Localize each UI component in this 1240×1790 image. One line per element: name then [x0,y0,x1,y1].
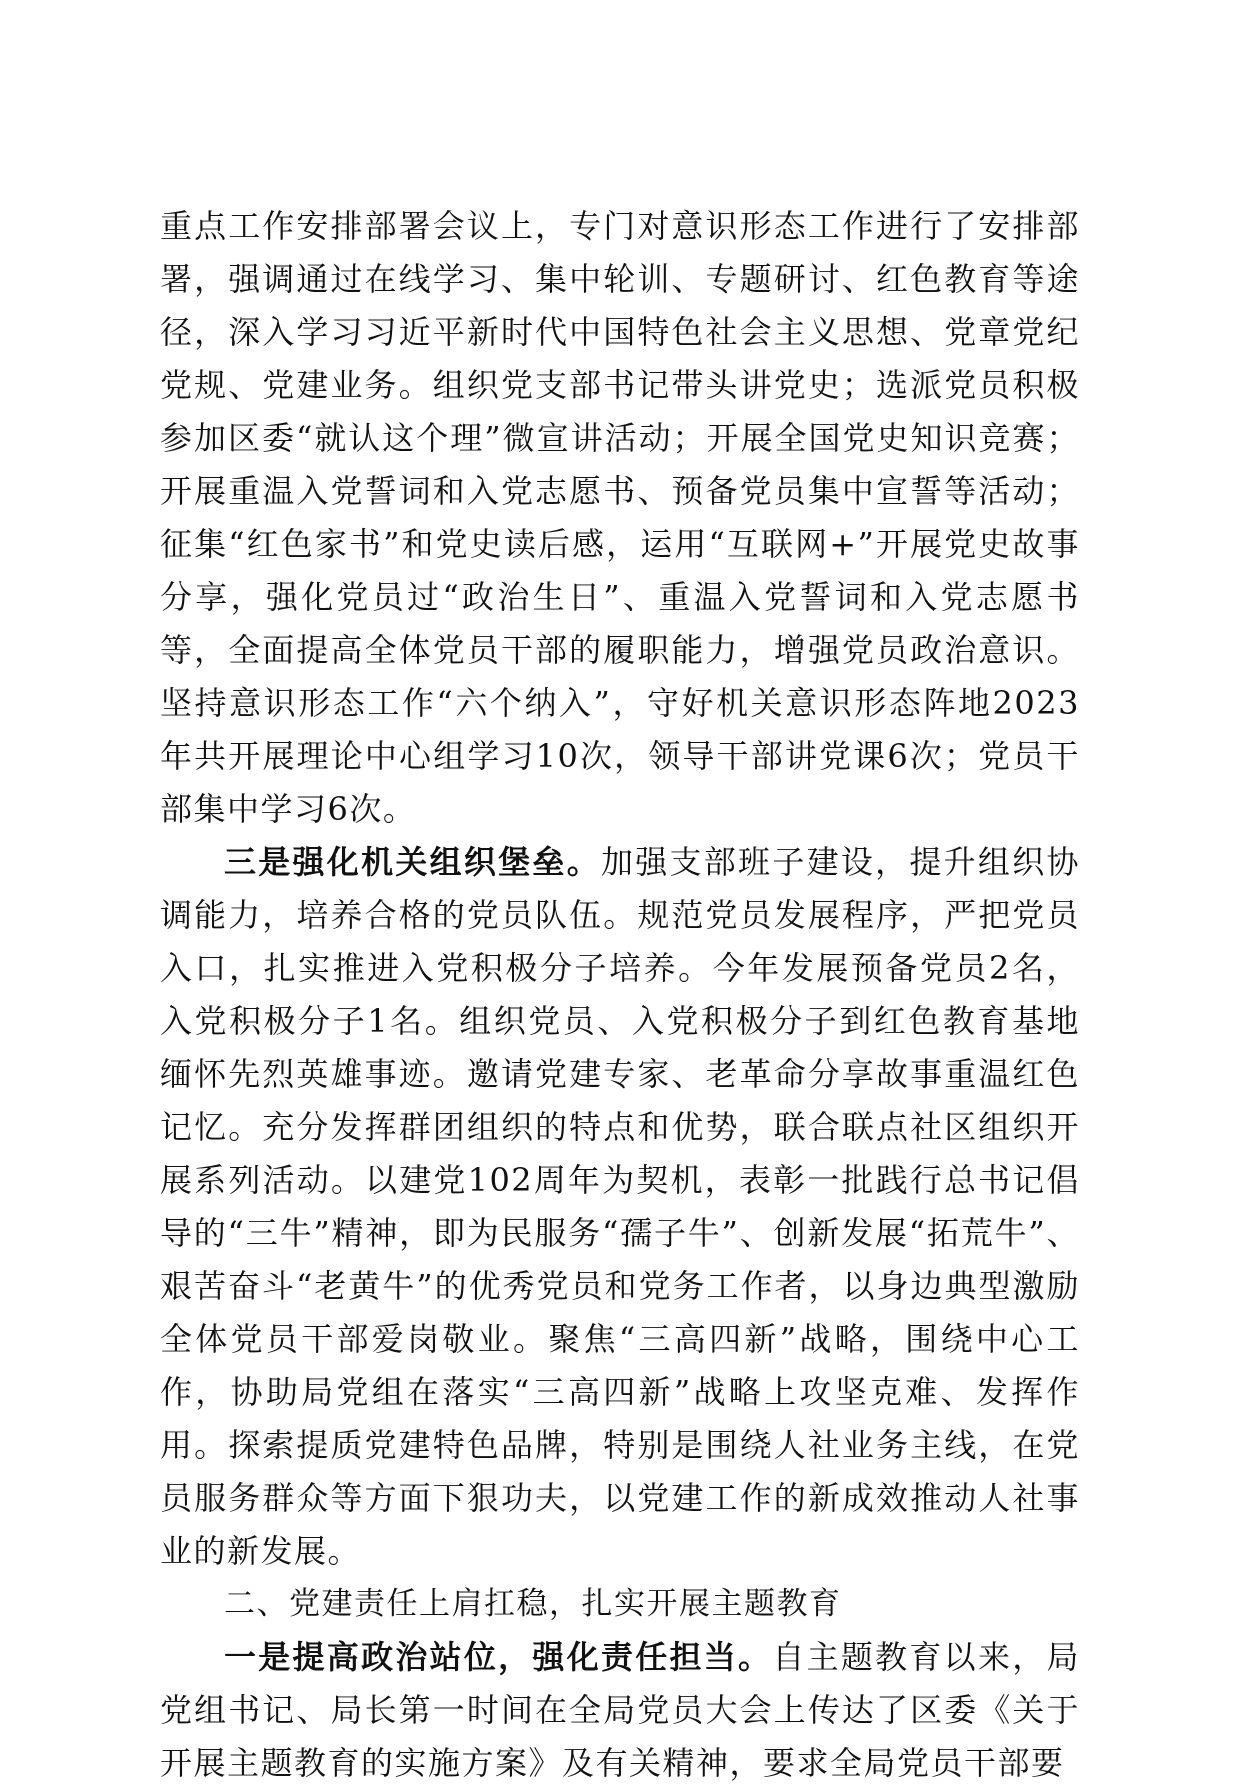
paragraph-text: 自主题教育以来，局党组书记、局长第一时间在全局党员大会上传达了区委《关于开展主题教育的实施方案》及有关精神，要求全局党员干部要 [160,1638,1080,1782]
paragraph-text: 加强支部班子建设，提升组织协调能力，培养合格的党员队伍。规范党员发展程序，严把党员入口，扎实推进入党积极分子培养。今年发展预备党员2名，入党积极分子1名。组织党员、入党积极分子到红色教育基地缅怀先烈英雄事迹。邀请党建专家、老革命分享故事重温红色记忆。充分发挥群团组织的特点和优势，联合联点社区组织开展系列活动。以建党102周年为契机，表彰一批践行总书记倡导的“三牛”精神，即为民服务“孺子牛”、创新发展“拓荒牛”、艰苦奋斗“老黄牛”的优秀党员和党务工作者，以身边典型激励全体党员干部爱岗敬业。聚焦“三高四新”战略，围绕中心工作，协助局党组在落实“三高四新”战略上攻坚克难、发挥作用。探索提质党建特色品牌，特别是围绕人社业务主线，在党员服务群众等方面下狠功夫，以党建工作的新成效推动人社事业的新发展。 [160,843,1080,1570]
paragraph-lead-heading: 一是提高政治站位，强化责任担当。 [224,1638,773,1676]
paragraph-ideology-work [160,200,1080,836]
paragraph-lead-heading: 三是强化机关组织堡垒。 [224,843,601,881]
document-body [160,200,1080,1790]
paragraph-text: 重点工作安排部署会议上，专门对意识形态工作进行了安排部署，强调通过在线学习、集中轮训、专题研讨、红色教育等途径，深入学习习近平新时代中国特色社会主义思想、党章党纪党规、党建业务。组织党支部书记带头讲党史；选派党员积极参加区委“就认这个理”微宣讲活动；开展全国党史知识竞赛；开展重温入党誓词和入党志愿书、预备党员集中宣誓等活动；征集“红色家书”和党史读后感，运用“互联网+”开展党史故事分享，强化党员过“政治生日”、重温入党誓词和入党志愿书等，全面提高全体党员干部的履职能力，增强党员政治意识。坚持意识形态工作“六个纳入”，守好机关意识形态阵地2023年共开展理论中心组学习10次，领导干部讲党课6次；党员干部集中学习6次。 [160,207,1080,828]
paragraph-organization-fortress [160,836,1080,1578]
section-heading: 二、党建责任上肩扛稳，扎实开展主题教育 [224,1586,842,1622]
paragraph-political-stance [160,1631,1080,1790]
